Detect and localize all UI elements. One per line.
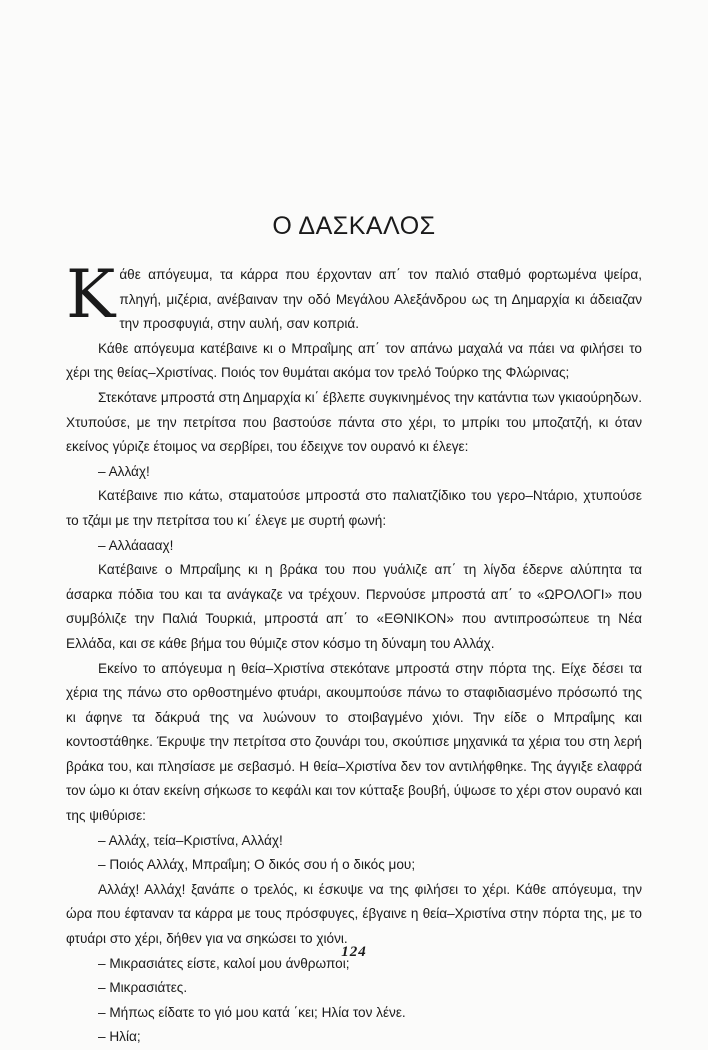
paragraph: Κατέβαινε πιο κάτω, σταματούσε μπροστά στο παλιατζίδικο του γερο–Ντάριο, χτυπούσε το τζάμι με την πετρίτσα του κι΄ έλεγε με συρτή φωνή: bbox=[66, 488, 642, 528]
paragraph: Κατέβαινε ο Μπραΐμης κι η βράκα του που γυάλιζε απ΄ τη λίγδα έδερνε αλύπητα τα άσαρκα πόδια του και τα ανάγκαζε να τρέχουν. Περνούσε μπροστά απ΄ το «ΩΡΟΛΟΓΙ» που συμβόλιζε την Παλιά Τουρκιά, μπροστά απ΄ το «ΕΘΝΙΚΟΝ» που αντιπροσώπευε τη Νέα Ελλάδα, και σε κάθε βήμα του θύμιζε στον κόσμο τη δύναμη του Αλλάχ. bbox=[66, 562, 642, 651]
dialogue-line: – Μικρασιάτες είστε, καλοί μου άνθρωποι; bbox=[98, 955, 350, 971]
dialogue-line: – Μήπως είδατε το γιό μου κατά ΄κει; Ηλία τον λένε. bbox=[98, 1004, 406, 1020]
body-text bbox=[66, 256, 642, 1050]
paragraph: Αλλάχ! Αλλάχ! ξανάπε ο τρελός, κι έσκυψε να της φιλήσει το χέρι. Κάθε απόγευμα, την ώρα που έφταναν τα κάρρα με τους πρόσφυγες, έβγαινε η θεία–Χριστίνα στην πόρτα της, με το φτυάρι στο χέρι, δήθεν για να σηκώσει το χιόνι. bbox=[66, 881, 642, 947]
first-paragraph bbox=[66, 256, 642, 337]
page-number: 124 bbox=[341, 944, 367, 960]
paragraph: Στεκότανε μπροστά στη Δημαρχία κι΄ έβλεπε συγκινημένος την κατάντια των γκιαούρηδων. Χτυπούσε, με την πετρίτσα που βαστούσε πάντα στο χέρι, το μπρίκι του μποζατζή, κι όταν εκείνος γύριζε έτοιμος να σερβίρει, του έδειχνε τον ουρανό κι έλεγε: bbox=[66, 389, 642, 455]
dialogue-line: – Αλλάχ! bbox=[98, 463, 150, 479]
dialogue-line: – Αλλάχ, τεία–Κριστίνα, Αλλάχ! bbox=[98, 832, 283, 848]
dialogue-line: – Αλλάαααχ! bbox=[98, 537, 174, 553]
paragraph: Εκείνο το απόγευμα η θεία–Χριστίνα στεκότανε μπροστά στην πόρτα της. Είχε δέσει τα χέρια της πάνω στο ορθοστημένο φτυάρι, ακουμπούσε πάνω το σταφιδιασμένο πρόσωπό της κι άφηνε τα δάκρυά της να λυώνουν το στοιβαγμένο χιόνι. Την είδε ο Μπραΐμης και κοντοστάθηκε. Έκρυψε την πετρίτσα στο ζουνάρι του, σκούπισε μηχανικά τα χέρια του στη λερή βράκα του, και πλησίασε με σεβασμό. Η θεία–Χριστίνα δεν τον αντιλήφθηκε. Της άγγιξε ελαφρά τον ώμο κι όταν εκείνη σήκωσε το κεφάλι και τον κύτταξε βουβή, ύψωσε το χέρι στον ουρανό και της ψιθύρισε: bbox=[66, 660, 642, 824]
dialogue-line: – Μικρασιάτες. bbox=[98, 980, 188, 996]
first-paragraph-text: άθε απόγευμα, τα κάρρα που έρχονταν απ΄ τον παλιό σταθμό φορτωμένα ψείρα, πληγή, μιζέρια, ανέβαιναν την οδό Μεγάλου Αλεξάνδρου ως τη Δημαρχία κι άδειαζαν την προσφυγιά, στην αυλή, σαν κοπριά. bbox=[119, 267, 642, 332]
paragraph: Κάθε απόγευμα κατέβαινε κι ο Μπραΐμης απ΄ τον απάνω μαχαλά να πάει να φιλήσει το χέρι της θείας–Χριστίνας. Ποιός τον θυμάται ακόμα τον τρελό Τούρκο της Φλώρινας; bbox=[66, 340, 642, 381]
dialogue-line: – Ποιός Αλλάχ, Μπραΐμη; Ο δικός σου ή ο δικός μου; bbox=[98, 857, 416, 873]
dialogue-line: – Ηλία; bbox=[98, 1029, 141, 1045]
chapter-title: Ο ΔΑΣΚΑΛΟΣ bbox=[272, 212, 436, 240]
drop-cap: Κ bbox=[66, 256, 116, 333]
